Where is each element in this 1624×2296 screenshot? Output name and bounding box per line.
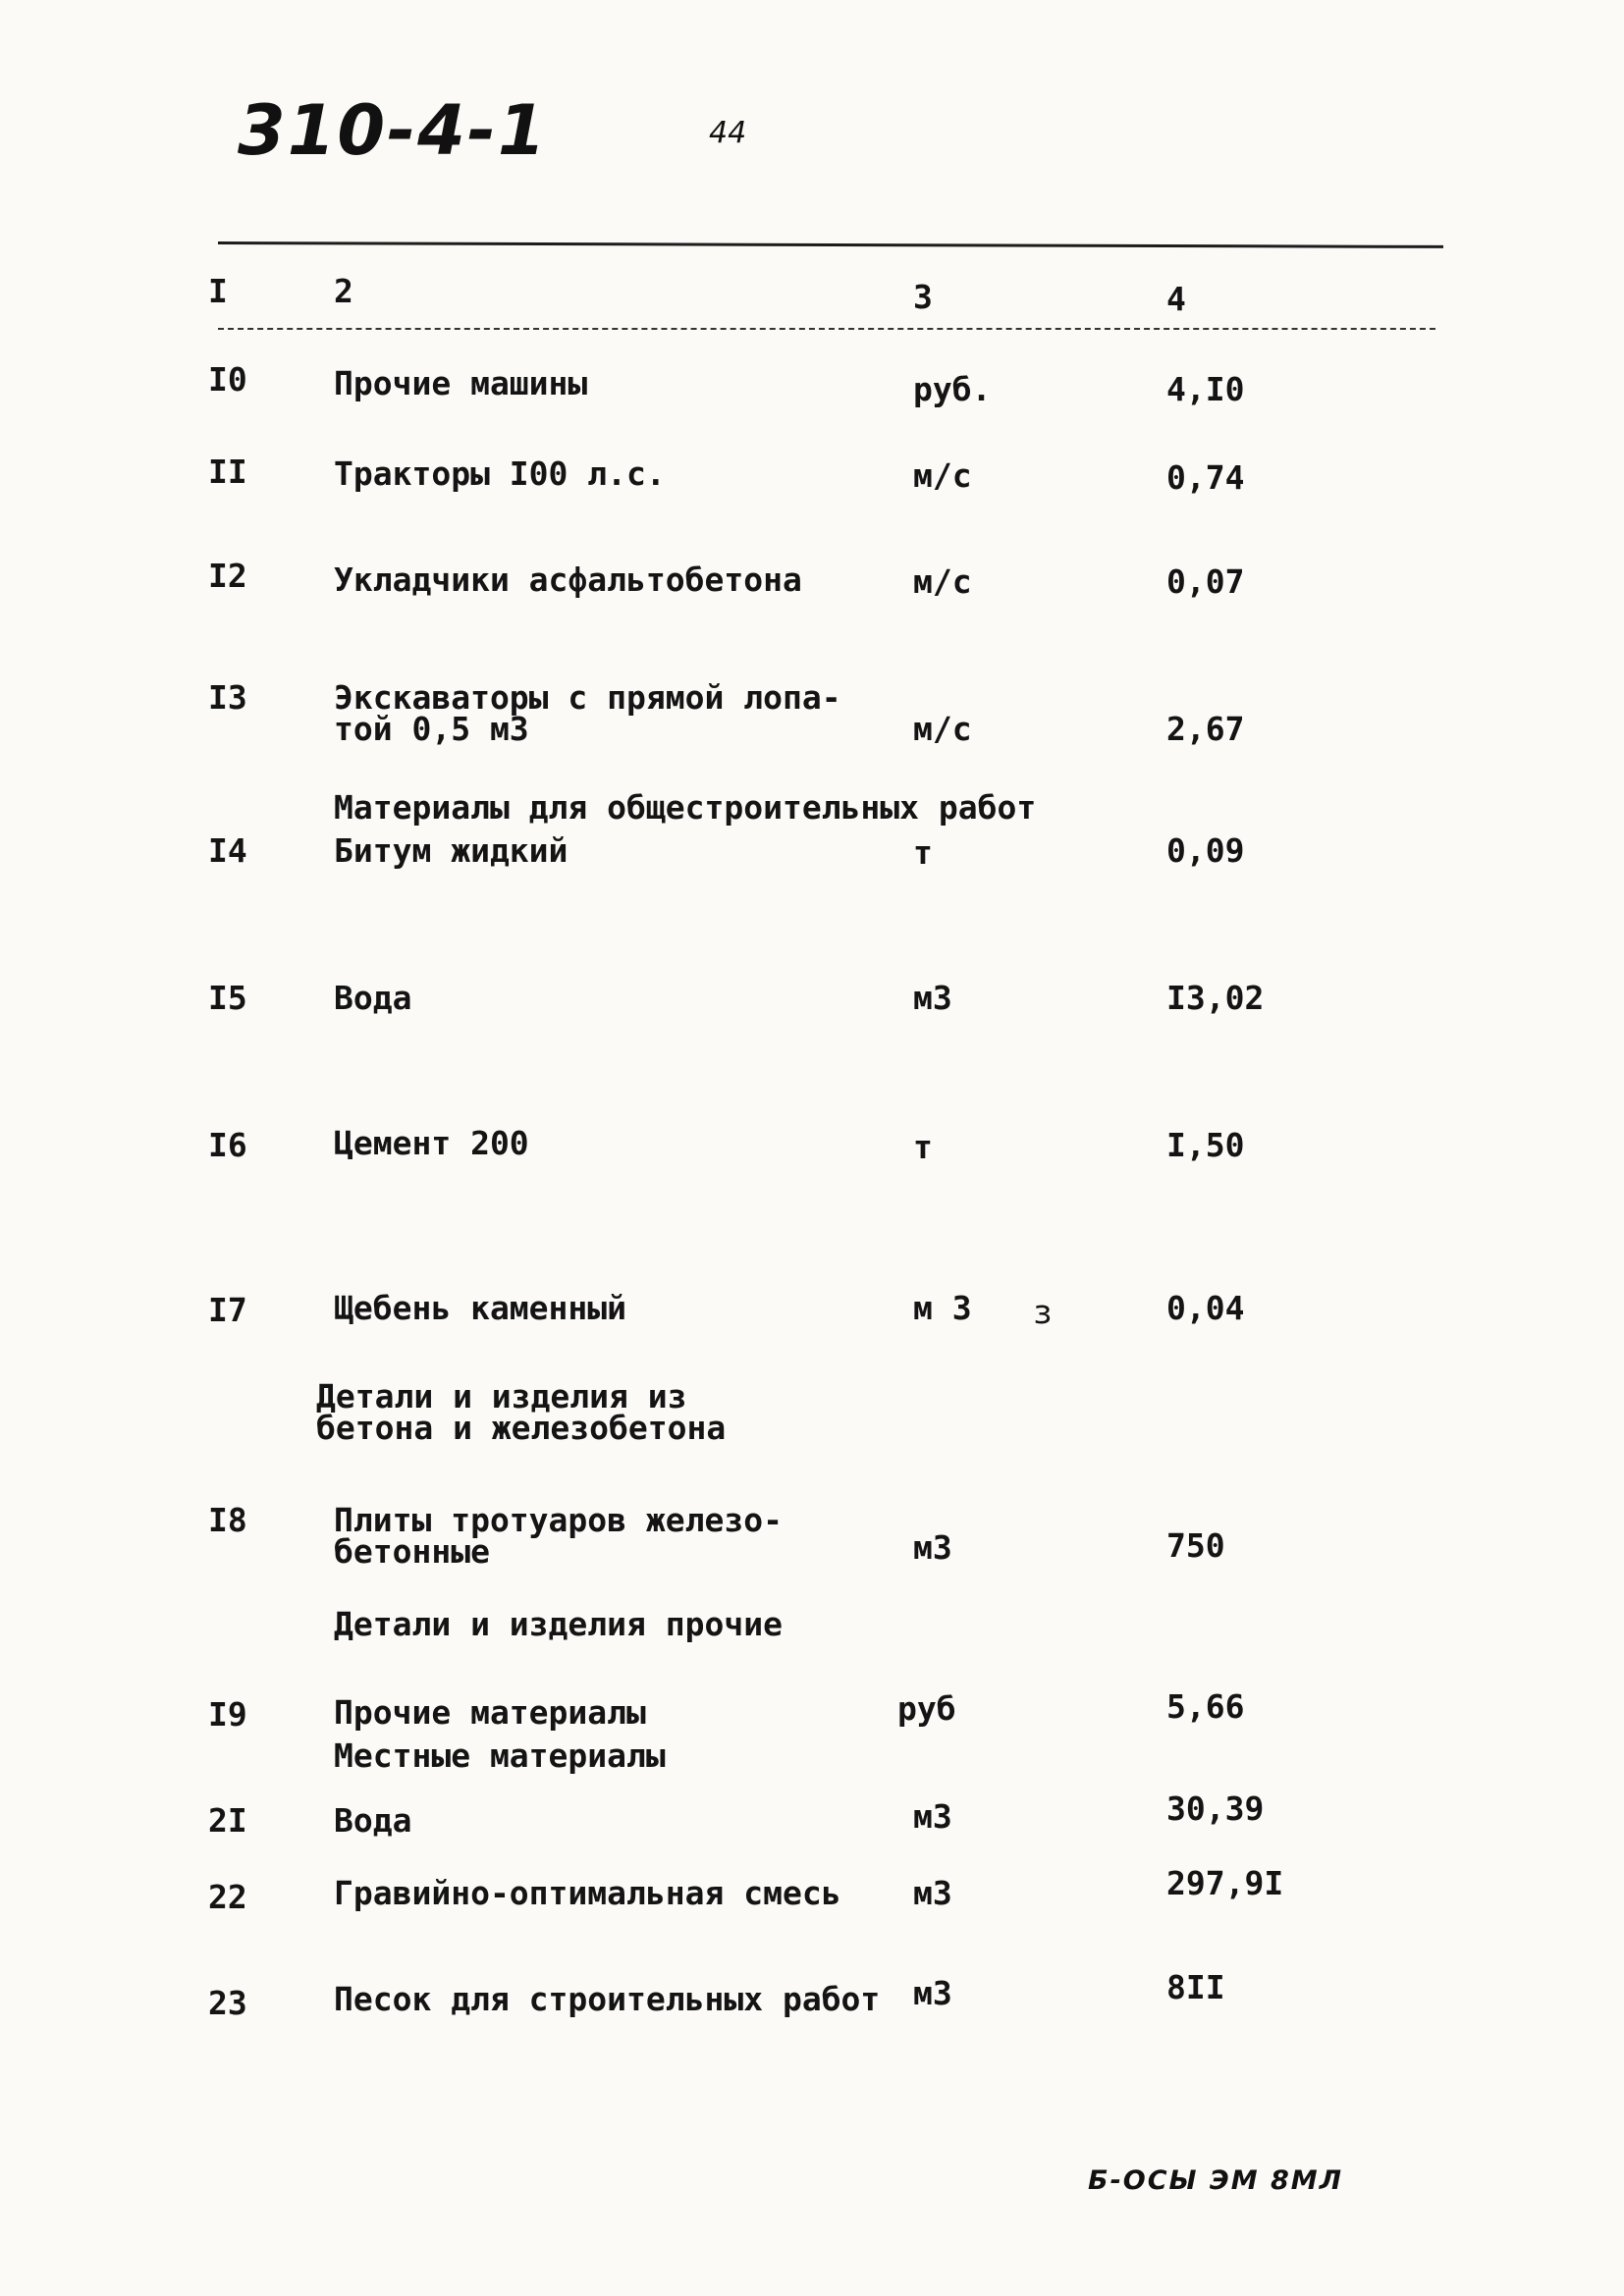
row-name: Гравийно-оптимальная смесь bbox=[334, 1874, 841, 1912]
row-unit: м3 bbox=[913, 1974, 952, 2012]
row-name: Битум жидкий bbox=[334, 831, 568, 870]
row-name-continued: бетонные bbox=[334, 1532, 490, 1571]
row-value: 8II bbox=[1166, 1968, 1225, 2006]
section-heading: Детали и изделия из bbox=[316, 1377, 687, 1415]
row-value: I,50 bbox=[1166, 1126, 1245, 1164]
row-unit: м3 bbox=[913, 1874, 952, 1912]
document-code: 310-4-1 bbox=[238, 90, 548, 171]
row-value: 0,09 bbox=[1166, 831, 1245, 870]
row-value: 0,74 bbox=[1166, 458, 1245, 497]
section-heading: Детали и изделия прочие bbox=[334, 1605, 783, 1643]
row-unit: м 3 bbox=[913, 1289, 972, 1327]
row-number: 2I bbox=[208, 1801, 247, 1840]
row-unit: м/с bbox=[913, 710, 972, 748]
row-value: 0,04 bbox=[1166, 1289, 1245, 1327]
row-name: Плиты тротуаров железо- bbox=[334, 1501, 783, 1539]
row-unit: м3 bbox=[913, 1528, 952, 1567]
row-name: Прочие материалы bbox=[334, 1693, 646, 1732]
row-number: I4 bbox=[208, 831, 247, 870]
row-name: Прочие машины bbox=[334, 364, 588, 402]
row-number: I0 bbox=[208, 360, 247, 399]
row-value: I3,02 bbox=[1166, 979, 1265, 1017]
column-header-3: 3 bbox=[913, 278, 933, 316]
row-unit: м3 bbox=[913, 979, 952, 1017]
header-underline bbox=[218, 328, 1435, 330]
row-unit: т bbox=[913, 833, 933, 872]
column-header-1: I bbox=[208, 272, 228, 310]
row-number: I8 bbox=[208, 1501, 247, 1539]
row-number: II bbox=[208, 453, 247, 491]
row-name: Вода bbox=[334, 979, 412, 1017]
row-name-continued: той 0,5 м3 bbox=[334, 710, 529, 748]
row-name: Песок для строительных работ bbox=[334, 1980, 881, 2018]
row-value: 0,07 bbox=[1166, 562, 1245, 601]
row-name: Экскаваторы с прямой лопа- bbox=[334, 678, 841, 717]
column-header-4: 4 bbox=[1166, 280, 1186, 318]
row-unit: руб. bbox=[913, 370, 992, 408]
row-value: 2,67 bbox=[1166, 710, 1245, 748]
row-name: Цемент 200 bbox=[334, 1124, 529, 1162]
row-number: I7 bbox=[208, 1291, 247, 1329]
row-unit: т bbox=[913, 1128, 933, 1166]
row-number: I5 bbox=[208, 979, 247, 1017]
row-name: Щебень каменный bbox=[334, 1289, 627, 1327]
row-value: 4,I0 bbox=[1166, 370, 1245, 408]
table-top-rule bbox=[218, 241, 1443, 248]
column-header-2: 2 bbox=[334, 272, 353, 310]
row-number: I2 bbox=[208, 557, 247, 595]
archive-stamp: Б-ОСЫ ЭМ 8МЛ bbox=[1088, 2165, 1344, 2196]
row-number: I6 bbox=[208, 1126, 247, 1164]
section-heading-continued: бетона и железобетона bbox=[316, 1409, 727, 1447]
row-value: 750 bbox=[1166, 1526, 1225, 1565]
row-name: Вода bbox=[334, 1801, 412, 1840]
row-value: 5,66 bbox=[1166, 1687, 1245, 1726]
row-value: 297,9I bbox=[1166, 1864, 1284, 1902]
row-number: I9 bbox=[208, 1695, 247, 1734]
row-name: Укладчики асфальтобетона bbox=[334, 561, 802, 599]
section-heading: Материалы для общестроительных работ bbox=[334, 788, 1037, 827]
row-number: 22 bbox=[208, 1878, 247, 1916]
row-unit: м3 bbox=[913, 1797, 952, 1836]
page-number: 44 bbox=[709, 116, 747, 150]
section-heading: Местные материалы bbox=[334, 1736, 666, 1775]
row-unit: руб bbox=[897, 1689, 956, 1728]
row-unit: м/с bbox=[913, 562, 972, 601]
row-number: I3 bbox=[208, 678, 247, 717]
row-name: Тракторы I00 л.с. bbox=[334, 454, 666, 493]
row-number: 23 bbox=[208, 1984, 247, 2022]
row-unit-note: з bbox=[1033, 1293, 1053, 1331]
row-value: 30,39 bbox=[1166, 1789, 1265, 1828]
row-unit: м/с bbox=[913, 456, 972, 495]
